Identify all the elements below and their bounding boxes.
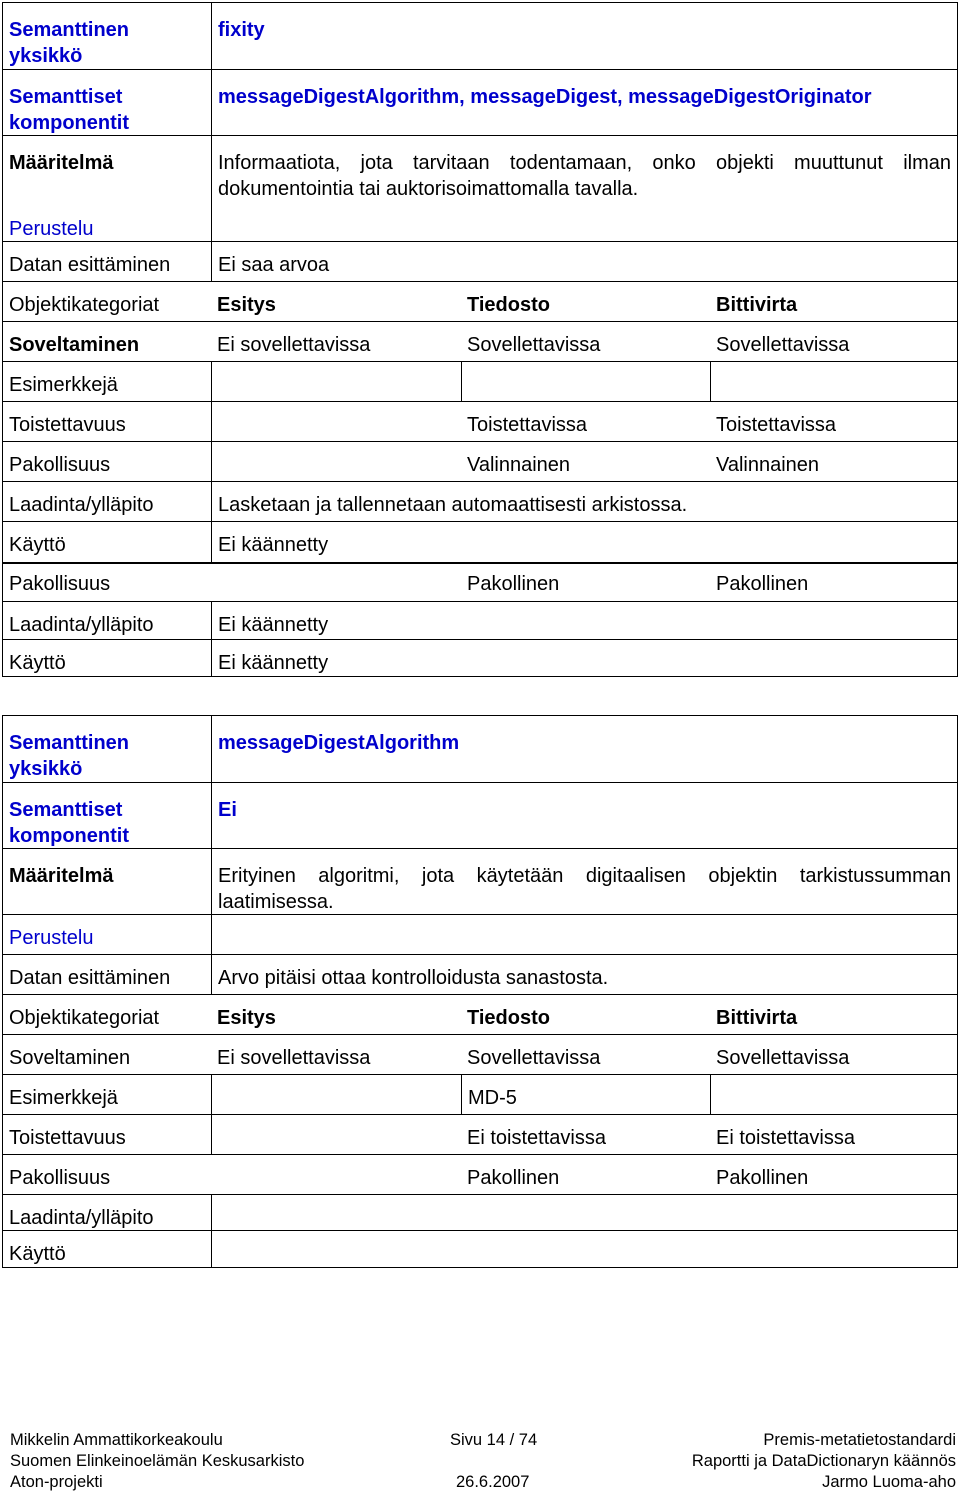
usage2-value: Ei käännetty xyxy=(211,640,957,677)
usage2-row xyxy=(3,639,957,677)
creation-label: Laadinta/ylläpito xyxy=(9,1207,154,1229)
components-label: Semanttiset komponentit xyxy=(9,799,129,847)
repeatability-label: Toistettavuus xyxy=(9,414,126,436)
usage-row xyxy=(3,1230,957,1268)
definition-value: Informaatiota, jota tarvitaan todentamaan, onko objekti muuttunut ilman dokumentointia tai auktorisoimattomalla tavalla. xyxy=(211,136,957,242)
obligation-esitys xyxy=(211,442,461,482)
semantic-unit-label: Semanttinen yksikkö xyxy=(9,19,130,67)
usage-value xyxy=(211,1231,957,1268)
usage-label: Käyttö xyxy=(9,1243,66,1265)
examples-tiedosto: MD-5 xyxy=(461,1075,710,1115)
footer-doc-title: Premis-metatietostandardi xyxy=(763,1431,956,1449)
repeatability-bittivirta: Toistettavissa xyxy=(716,414,837,436)
obligation2-esitys xyxy=(211,561,461,601)
applicability-tiedosto: Sovellettavissa xyxy=(467,1047,601,1069)
applicability-label: Soveltaminen xyxy=(9,1047,131,1069)
examples-row xyxy=(3,361,957,402)
obligation-bittivirta: Pakollinen xyxy=(716,1167,809,1189)
obligation-tiedosto: Pakollinen xyxy=(467,1167,560,1189)
obligation2-tiedosto: Pakollinen xyxy=(467,573,560,595)
repeatability-bittivirta: Ei toistettavissa xyxy=(716,1127,855,1149)
rationale-label: Perustelu xyxy=(9,218,94,240)
creation-value: Lasketaan ja tallennetaan automaattisesti arkistossa. xyxy=(211,482,957,522)
col-bittivirta: Bittivirta xyxy=(716,294,798,316)
footer-project: Aton-projekti xyxy=(10,1473,103,1491)
semantic-unit-row xyxy=(3,716,957,782)
footer-author: Jarmo Luoma-aho xyxy=(822,1473,956,1491)
examples-row xyxy=(3,1074,957,1115)
repeatability-label: Toistettavuus xyxy=(9,1127,126,1149)
col-esitys: Esitys xyxy=(217,1007,276,1029)
obligation-bittivirta: Valinnainen xyxy=(716,454,820,476)
semantic-unit-label: Semanttinen yksikkö xyxy=(9,732,130,780)
applicability-row xyxy=(3,1034,957,1075)
applicability-row xyxy=(3,321,957,362)
data-repr-row xyxy=(3,241,957,282)
repeatability-esitys xyxy=(211,1115,461,1155)
obligation-esitys xyxy=(211,1155,461,1195)
repeatability-tiedosto: Ei toistettavissa xyxy=(467,1127,606,1149)
col-esitys: Esitys xyxy=(217,294,276,316)
semantic-unit-value: messageDigestAlgorithm xyxy=(211,716,957,782)
rationale-label: Perustelu xyxy=(9,927,94,949)
usage2-label: Käyttö xyxy=(9,652,66,674)
examples-label: Esimerkkejä xyxy=(9,1087,118,1109)
obligation2-label: Pakollisuus xyxy=(9,573,111,595)
components-row xyxy=(3,782,957,849)
creation2-value: Ei käännetty xyxy=(211,602,957,640)
applicability-bittivirta: Sovellettavissa xyxy=(716,334,850,356)
definition-value: Erityinen algoritmi, jota käytetään digitaalisen objektin tarkistussumman laatimisessa. xyxy=(211,849,957,915)
components-value: Ei xyxy=(211,783,957,849)
semantic-unit-row xyxy=(3,3,957,69)
obligation-label: Pakollisuus xyxy=(9,454,111,476)
usage-label: Käyttö xyxy=(9,534,66,556)
semantic-unit-value: fixity xyxy=(211,3,957,69)
applicability-esitys: Ei sovellettavissa xyxy=(217,334,371,356)
rationale-row xyxy=(3,914,957,955)
examples-bittivirta xyxy=(710,362,957,402)
usage-row xyxy=(3,521,957,564)
creation2-row xyxy=(3,601,957,640)
data-repr-row xyxy=(3,954,957,995)
applicability-bittivirta: Sovellettavissa xyxy=(716,1047,850,1069)
obligation2-bittivirta: Pakollinen xyxy=(716,573,809,595)
obligation2-row xyxy=(3,561,957,601)
objcat-label: Objektikategoriat xyxy=(9,294,160,316)
objcat-label: Objektikategoriat xyxy=(9,1007,160,1029)
repeatability-row xyxy=(3,401,957,442)
page-footer xyxy=(0,1428,960,1508)
footer-org2: Suomen Elinkeinoelämän Keskusarkisto xyxy=(10,1452,305,1470)
usage-value: Ei käännetty xyxy=(211,522,957,562)
footer-org1: Mikkelin Ammattikorkeakoulu xyxy=(10,1431,223,1449)
examples-bittivirta xyxy=(710,1075,957,1115)
definition-label: Määritelmä xyxy=(9,865,114,887)
examples-label: Esimerkkejä xyxy=(9,374,118,396)
examples-esitys xyxy=(211,362,461,402)
footer-date: 26.6.2007 xyxy=(456,1473,530,1491)
creation2-label: Laadinta/ylläpito xyxy=(9,614,154,636)
fixity-table xyxy=(2,2,958,677)
examples-tiedosto xyxy=(461,362,710,402)
components-value: messageDigestAlgorithm, messageDigest, messageDigestOriginator xyxy=(211,70,957,136)
data-repr-label: Datan esittäminen xyxy=(9,254,171,276)
definition-label: Määritelmä xyxy=(9,152,114,174)
data-repr-value: Ei saa arvoa xyxy=(211,242,957,282)
obligation-tiedosto: Valinnainen xyxy=(467,454,571,476)
definition-row xyxy=(3,135,957,242)
creation-value xyxy=(211,1195,957,1231)
components-label: Semanttiset komponentit xyxy=(9,86,129,134)
obligation-label: Pakollisuus xyxy=(9,1167,111,1189)
data-repr-label: Datan esittäminen xyxy=(9,967,171,989)
creation-label: Laadinta/ylläpito xyxy=(9,494,154,516)
col-tiedosto: Tiedosto xyxy=(467,294,550,316)
rationale-value xyxy=(211,915,957,955)
col-bittivirta: Bittivirta xyxy=(716,1007,798,1029)
examples-esitys xyxy=(211,1075,461,1115)
components-row xyxy=(3,69,957,136)
applicability-tiedosto: Sovellettavissa xyxy=(467,334,601,356)
repeatability-esitys xyxy=(211,402,461,442)
applicability-esitys: Ei sovellettavissa xyxy=(217,1047,371,1069)
data-repr-value: Arvo pitäisi ottaa kontrolloidusta sanastosta. xyxy=(211,955,957,995)
footer-page-number: Sivu 14 / 74 xyxy=(450,1431,538,1449)
repeatability-row xyxy=(3,1114,957,1155)
objcat-row xyxy=(3,994,957,1035)
repeatability-tiedosto: Toistettavissa xyxy=(467,414,588,436)
creation-row xyxy=(3,481,957,522)
obligation-row xyxy=(3,1154,957,1195)
applicability-label: Soveltaminen xyxy=(9,334,140,356)
footer-doc-subtitle: Raportti ja DataDictionaryn käännös xyxy=(691,1452,956,1470)
obligation-row xyxy=(3,441,957,482)
col-tiedosto: Tiedosto xyxy=(467,1007,550,1029)
creation-row xyxy=(3,1194,957,1231)
objcat-row xyxy=(3,281,957,322)
message-digest-algorithm-table xyxy=(2,715,958,1268)
definition-row xyxy=(3,848,957,915)
